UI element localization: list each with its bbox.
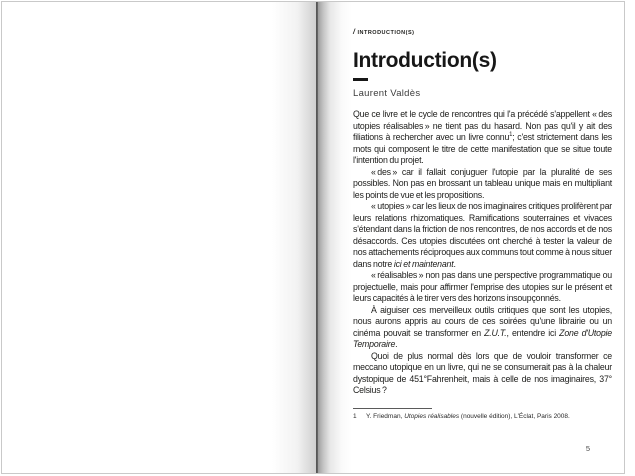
running-header-slash: / — [353, 29, 356, 36]
footnote-rule — [353, 408, 432, 409]
paragraph: « des » car il fallait conjuguer l'utopie par la pluralité de ses possibles. Non pas en brossant un tableau unique mais en multipliant les points de vue et les propositions. — [353, 166, 612, 200]
paragraph: « réalisables » non pas dans une perspective programmatique ou projectuelle, mais pour affirmer l'emprise des utopies sur le présent et leurs capacités à le tirer vers des horizons insoupçonnés. — [353, 270, 612, 303]
footnote-marker: 1 — [353, 412, 357, 420]
running-header — [353, 29, 612, 36]
running-header-label: INTRODUCTION(S) — [357, 30, 415, 36]
body-text — [353, 109, 612, 397]
page-left-blank — [2, 2, 316, 473]
page-content — [353, 29, 612, 473]
paragraph: Quoi de plus normal dès lors que de vouloir transformer ce meccano utopique en un livre, qui ne se consumerait pas à la chaleur dystopique de 451°Fahrenheit, mais à celle de nos imaginaires, 37° Celsius ? — [353, 350, 612, 395]
paragraph: À aiguiser ces merveilleux outils critiques que sont les utopies, nous aurons appris au cours de ces soirées qu'une librairie ou un cinéma pouvait se transformer en Z.U.T., entendre ici Zone d'Utopie Temporaire. — [353, 304, 612, 349]
paragraph: « utopies » car les lieux de nos imaginaires critiques prolifèrent par leurs relations rhizomatiques. Ramifications souterraines et vivaces s'étendant dans la friction de nos rencontres, de nos accords et de nos désaccords. Ces utopies discutées ont cherché à tester la valeur de nos attachements réciproques aux communs tout comme à nous situer dans notre ici et maintenant. — [353, 201, 612, 269]
footnote — [353, 413, 612, 421]
page-right — [318, 2, 624, 473]
page-title: Introduction(s) — [353, 49, 497, 72]
page-number: 5 — [585, 444, 590, 453]
author-name: Laurent Valdès — [353, 88, 421, 99]
footnote-text: Y. Friedman, Utopies réalisables (nouvelle édition), L'Éclat, Paris 2008. — [366, 412, 570, 420]
paragraph: Que ce livre et le cycle de rencontres qui l'a précédé s'appellent « des utopies réalisables » ne tient pas du hasard. Non pas qu'il y ait des filiations à rechercher avec un livre connu$^1$; c'est strictement dans les mots qui composent le titre de cette manifestation que se situe toute l'intention du projet. — [353, 109, 613, 165]
book-spread — [1, 1, 625, 474]
title-dash-rule — [353, 78, 368, 81]
